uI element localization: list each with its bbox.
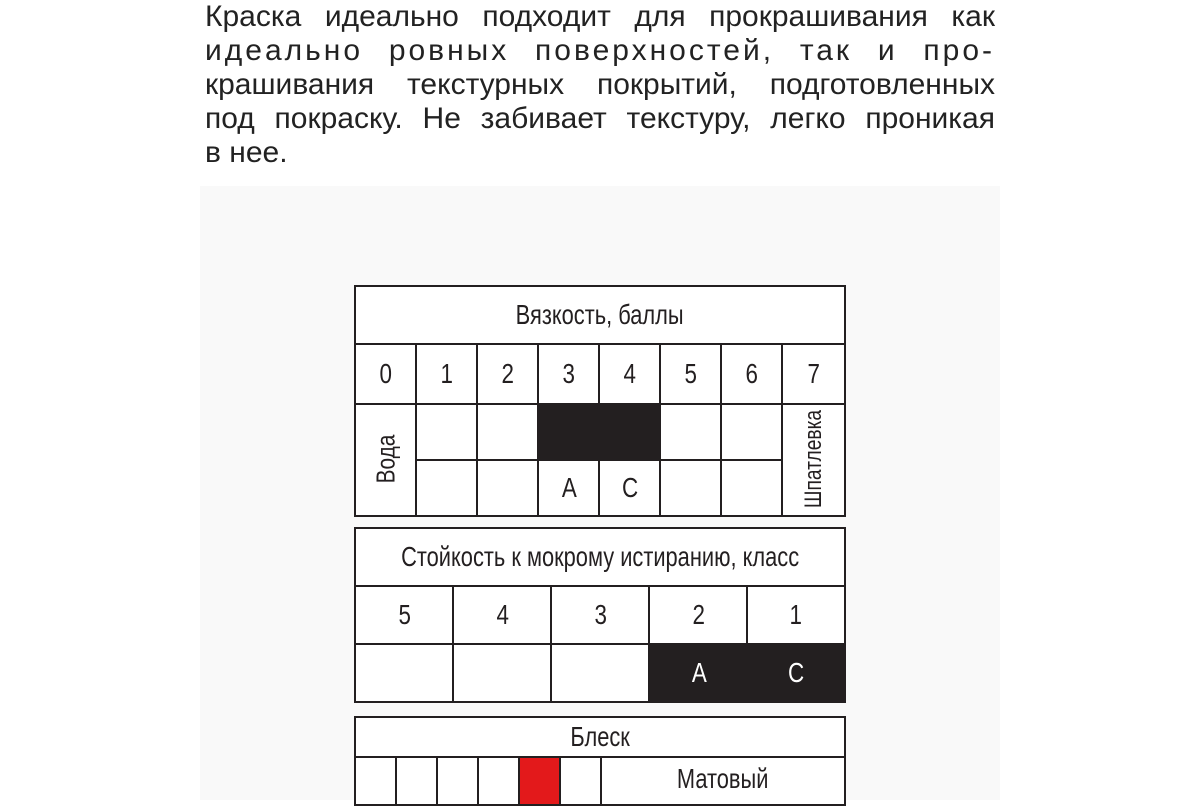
viscosity-left-label: Вода bbox=[370, 434, 401, 484]
scale-cell-6 bbox=[722, 345, 782, 403]
abrasion-mark-a bbox=[650, 645, 748, 701]
viscosity-mark-c bbox=[600, 461, 660, 515]
divider bbox=[781, 345, 783, 515]
class-number: 4 bbox=[496, 599, 509, 630]
mark-label: C bbox=[787, 657, 805, 688]
class-number: 3 bbox=[594, 599, 607, 630]
scale-cell-5 bbox=[661, 345, 721, 403]
class-cell-3 bbox=[552, 587, 649, 643]
viscosity-title-text: Вязкость, баллы bbox=[516, 299, 684, 330]
gloss-title-text: Блеск bbox=[570, 721, 630, 752]
class-number: 2 bbox=[692, 599, 705, 630]
mark-label: A bbox=[691, 657, 707, 688]
class-number: 5 bbox=[398, 599, 411, 630]
viscosity-mark-a bbox=[539, 461, 599, 515]
intro-line: крашивания текстурных покрытий, подготовленных bbox=[205, 68, 995, 101]
scale-number: 6 bbox=[745, 358, 759, 389]
mark-label: C bbox=[621, 472, 639, 503]
scale-number: 4 bbox=[623, 358, 637, 389]
gloss-cell-2 bbox=[397, 758, 437, 804]
scale-cell-0 bbox=[356, 345, 416, 403]
abrasion-mark-4 bbox=[454, 645, 551, 701]
gloss-selected-cell bbox=[520, 758, 560, 804]
viscosity-title bbox=[356, 287, 844, 343]
divider bbox=[537, 345, 539, 515]
intro-line: в нее. bbox=[205, 136, 288, 169]
gloss-matte-label: Матовый bbox=[677, 763, 769, 794]
mark-label: A bbox=[561, 472, 577, 503]
divider bbox=[452, 587, 454, 701]
scale-number: 0 bbox=[379, 358, 393, 389]
divider bbox=[746, 587, 748, 645]
gloss-table bbox=[354, 716, 846, 806]
scale-number: 5 bbox=[684, 358, 698, 389]
scale-cell-3 bbox=[539, 345, 599, 403]
divider bbox=[648, 587, 650, 701]
divider bbox=[476, 345, 478, 515]
divider bbox=[477, 758, 479, 804]
divider bbox=[436, 758, 438, 804]
class-number: 1 bbox=[789, 599, 803, 630]
scale-cell-1 bbox=[417, 345, 477, 403]
abrasion-mark-c bbox=[748, 645, 844, 701]
scale-number: 7 bbox=[807, 358, 820, 389]
scale-number: 2 bbox=[501, 358, 515, 389]
divider bbox=[415, 345, 417, 515]
abrasion-mark-3 bbox=[552, 645, 649, 701]
divider bbox=[659, 345, 661, 515]
class-cell-5 bbox=[356, 587, 453, 643]
scale-cell-4 bbox=[600, 345, 660, 403]
scale-cell-7 bbox=[783, 345, 844, 403]
divider bbox=[395, 758, 397, 804]
intro-line: под покраску. Не забивает текстуру, легко проникая bbox=[205, 102, 995, 135]
divider bbox=[598, 345, 600, 515]
gloss-cell-4 bbox=[479, 758, 519, 804]
scale-number: 3 bbox=[562, 358, 576, 389]
abrasion-mark-5 bbox=[356, 645, 453, 701]
intro-line: идеально ровных поверхностей, так и про- bbox=[205, 34, 995, 67]
divider bbox=[550, 587, 552, 701]
gloss-cell-6 bbox=[561, 758, 601, 804]
scale-number: 1 bbox=[440, 358, 454, 389]
class-cell-4 bbox=[454, 587, 551, 643]
divider bbox=[559, 758, 561, 804]
gloss-cell-3 bbox=[438, 758, 478, 804]
class-cell-2 bbox=[650, 587, 747, 643]
abrasion-title bbox=[356, 529, 844, 585]
gloss-title bbox=[356, 718, 844, 756]
viscosity-table bbox=[354, 285, 846, 517]
gloss-matte-cell bbox=[602, 758, 844, 800]
abrasion-title-text: Стойкость к мокрому истиранию, класс bbox=[401, 541, 799, 572]
gloss-cell-1 bbox=[356, 758, 396, 804]
divider bbox=[518, 758, 520, 804]
divider bbox=[720, 345, 722, 515]
intro-line: Краска идеально подходит для прокрашивания как bbox=[205, 0, 995, 33]
scale-cell-2 bbox=[478, 345, 538, 403]
class-cell-1 bbox=[748, 587, 844, 643]
intro-paragraph bbox=[205, 0, 995, 170]
abrasion-table bbox=[354, 527, 846, 703]
viscosity-right-label: Шпатлевка bbox=[800, 409, 827, 509]
divider bbox=[600, 758, 602, 804]
divider bbox=[417, 459, 783, 461]
